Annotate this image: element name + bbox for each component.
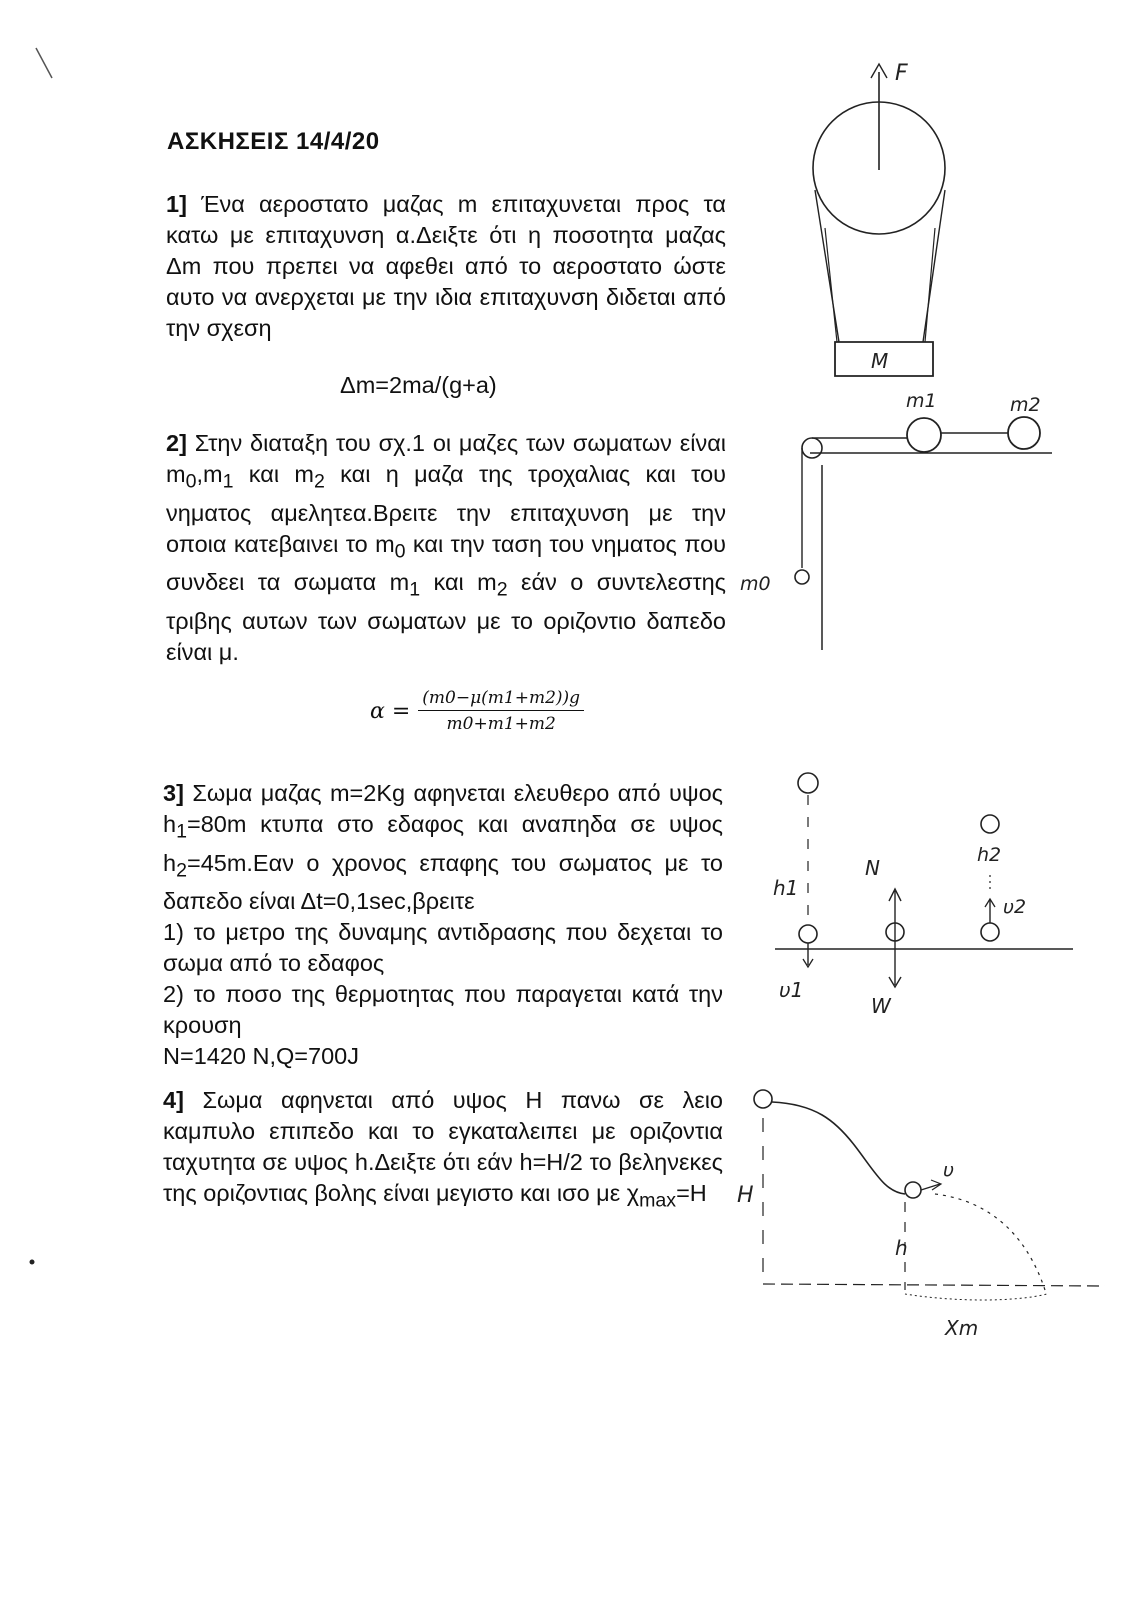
sub-2b: 2	[496, 579, 508, 602]
problem-3-text-c: =45m.Εαν ο χρονος επαφης του σωματος με το δαπεδο είναι Δt=0,1sec,βρειτε	[163, 849, 723, 915]
curve-figure	[735, 1080, 1105, 1340]
problem-3-text-a: Σωμα μαζας m=2Kg αφηνεται ελευθερο από υψος h	[163, 780, 723, 837]
mass-m0	[795, 570, 809, 584]
problem-4-text-a: Σωμα αφηνεται από υψος Η πανω σε λειο καμπυλο επιπεδο και το εγκαταλειπει με οριζοντια ταχυτητα σε υψος h.Δειξτε ότι εάν h=H/2 το βεληνεκες της οριζοντιας βολης είναι μεγιστο και ισο με χ	[163, 1087, 723, 1206]
problem-2-text-f: και m	[420, 569, 497, 596]
page-title: ΑΣΚΗΣΕΙΣ 14/4/20	[167, 128, 380, 155]
v1-label: υ1	[779, 978, 804, 1002]
problem-4-text-b: =H	[676, 1180, 707, 1206]
formula-denominator: m0+m1+m2	[446, 714, 556, 734]
problem-3-item-1: 1) το μετρο της δυναμης αντιδρασης που δεχεται το σωμα από το εδαφος	[163, 919, 723, 977]
problem-2-text-b: ,m	[196, 461, 223, 487]
mass-m2	[1008, 417, 1040, 449]
m0-label: m0	[740, 573, 771, 595]
ball-top	[754, 1090, 772, 1108]
ball-impact	[799, 925, 817, 943]
problem-2-text-d: και η μαζα της τροχαλιας και του νηματος αμελητεα.Βρειτε την επιταχυνση με την οποια κατεβαινει το m	[166, 461, 726, 557]
sub-1: 1	[222, 470, 234, 493]
ball-start	[798, 773, 818, 793]
problem-2-text-e: και την ταση του νηματος που συνδεει τα σωματα m	[166, 530, 726, 596]
h-label: h	[895, 1236, 908, 1260]
balloon-figure	[795, 50, 955, 385]
formula-numerator: (m0−μ(m1+m2))g	[418, 688, 584, 711]
weight-label: W	[871, 994, 891, 1018]
problem-3-text-b: =80m κτυπα στο εδαφος και αναπηδα σε υψος h	[163, 811, 723, 876]
formula-lhs: α =	[370, 698, 411, 724]
range-label: Xm	[945, 1316, 979, 1340]
velocity-label: υ	[943, 1159, 954, 1181]
bounce-figure	[765, 765, 1075, 1035]
v2-label: υ2	[1003, 896, 1027, 918]
m1-label: m1	[906, 390, 937, 412]
sub-h1: 1	[176, 820, 187, 843]
projectile-path	[935, 1194, 1045, 1290]
problem-1-formula: Δm=2ma/(g+a)	[340, 372, 497, 398]
sub-0: 0	[185, 470, 197, 493]
problem-2-number: 2]	[166, 430, 187, 456]
problem-2-text-c: και m	[233, 461, 314, 487]
sub-0b: 0	[394, 540, 406, 563]
problem-2-text-g: εάν ο συντελεστης τριβης αυτων των σωματων με το οριζοντιο δαπεδο είναι μ.	[166, 569, 727, 666]
h1-label: h1	[773, 876, 799, 900]
normal-force-label: N	[865, 856, 880, 880]
pulley-figure	[740, 385, 1080, 660]
ball-rebound	[981, 923, 999, 941]
sub-h2: 2	[176, 859, 187, 882]
problem-3-answer: N=1420 N,Q=700J	[163, 1043, 359, 1070]
curved-slope	[772, 1102, 905, 1194]
sub-2: 2	[313, 470, 325, 493]
H-label: H	[737, 1183, 754, 1208]
force-label: F	[895, 61, 908, 86]
problem-2-text-a: Στην διαταξη του σχ.1 οι μαζες των σωματων είναι m	[166, 430, 726, 487]
h2-label: h2	[977, 844, 1002, 866]
ball-rebound-top	[981, 815, 999, 833]
m2-label: m2	[1010, 394, 1041, 416]
basket-label: M	[871, 349, 889, 373]
sub-1b: 1	[409, 579, 421, 602]
ball-launch	[905, 1182, 921, 1198]
pulley	[802, 438, 822, 458]
ground-line-dashed	[763, 1284, 1105, 1286]
problem-3-item-2: 2) το ποσο της θερμοτητας που παραγεται κατά την κρουση	[163, 981, 723, 1039]
problem-3-number: 3]	[163, 780, 184, 806]
problem-1-number: 1]	[166, 191, 187, 217]
problem-4-number: 4]	[163, 1087, 184, 1113]
mass-m1	[907, 418, 941, 452]
problem-1-text: Ένα αεροστατο μαζας m επιταχυνεται προς τα κατω με επιταχυνση α.Δειξτε ότι η ποσοτητα μαζας Δm που πρεπει να αφεθει από το αεροστατο ώστε αυτο να ανερχεται με την ιδια επιταχυνση διδεται από την σχεση	[166, 191, 726, 341]
range-brace	[905, 1294, 1047, 1300]
sub-max: max	[639, 1189, 677, 1212]
